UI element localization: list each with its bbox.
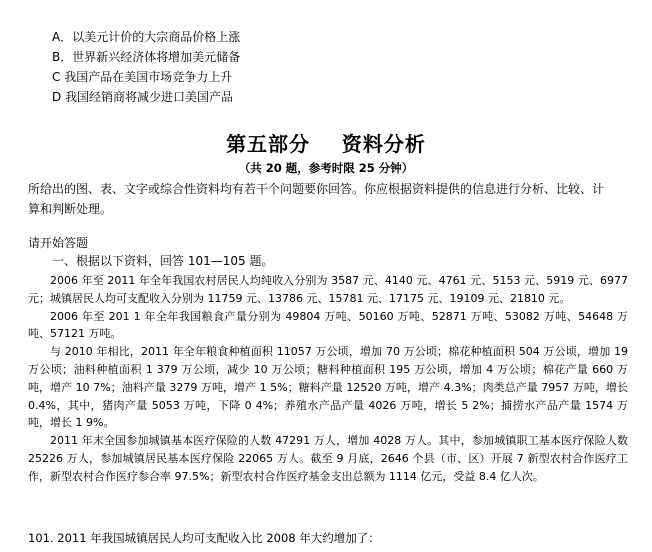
paragraph-crops: 与 2010 年相比，2011 年全年粮食种植面积 11057 万公顷，增加 70 万公顷；棉花种植面积 504 万公顷，增加 19 万公顷；油料种植面积 1 379 万公顷，减少 10 万公顷；糖料种植面积 195 万公顷，增加 4 万公顷；棉花产量 660 万吨，增产 10 7%；油料产量 3279 万吨，增产 1 5%；糖料产量 12520 万吨，增产 4.3%；肉类总产量 7957 万吨，增长 0.4%，其中，猪肉产量 5053 万吨，下降 0 4%；养殖水产品产量 4026 万吨，增长 5 2%；捕捞水产品产量 1574 万吨，增长 1 9%。 <box>28 345 628 430</box>
section-intro-line2: 算和判断处理。 <box>28 202 113 216</box>
option-d: D 我国经销商将减少进口美国产品 <box>52 90 234 104</box>
paragraph-medical: 2011 年末全国参加城镇基本医疗保险的人数 47291 万人，增加 4028 万人。其中，参加城镇职工基本医疗保险人数 25226 万人，参加城镇居民基本医疗保险 22065 万人。截至 9 月底，2646 个县（市、区）开展 7 新型农村合作医疗工作，新型农村合作医疗参合率 97.5%；新型农村合作医疗基金支出总额为 1114 亿元，受益 8.4 亿人次。 <box>28 434 628 483</box>
material-header: 一、根据以下资料，回答 101—105 题。 <box>52 254 274 268</box>
paragraph-grain: 2006 年至 201 1 年全年我国粮食产量分别为 49804 万吨、50160 万吨、52871 万吨、53082 万吨、54648 万吨、57121 万吨。 <box>28 309 628 341</box>
section-title: 第五部分 资料分析 <box>226 132 426 156</box>
start-label: 请开始答题 <box>28 236 89 250</box>
paragraph-income: 2006 年至 2011 年全年我国农村居民人均纯收入分别为 3587 元、4140 元、4761 元、5153 元、5919 元、6977 元；城镇居民人均可支配收入分别为 11759 元、13786 元、15781 元、17175 元、19109 元、21810 元。 <box>28 274 628 305</box>
question-101: 101. 2011 年我国城镇居民人均可支配收入比 2008 年大约增加了： <box>28 531 380 545</box>
material-body <box>28 272 628 486</box>
option-b: B．世界新兴经济体将增加美元储备 <box>52 50 241 64</box>
section-subtitle: （共 20 题，参考时限 25 分钟） <box>238 161 414 175</box>
option-c: C 我国产品在美国市场竞争力上升 <box>52 70 233 84</box>
section-intro-line1: 所给出的图、表、文字或综合性资料均有若干个问题要你回答。你应根据资料提供的信息进行分析、比较、计 <box>28 182 605 196</box>
option-a: A．以美元计价的大宗商品价格上涨 <box>52 30 241 44</box>
